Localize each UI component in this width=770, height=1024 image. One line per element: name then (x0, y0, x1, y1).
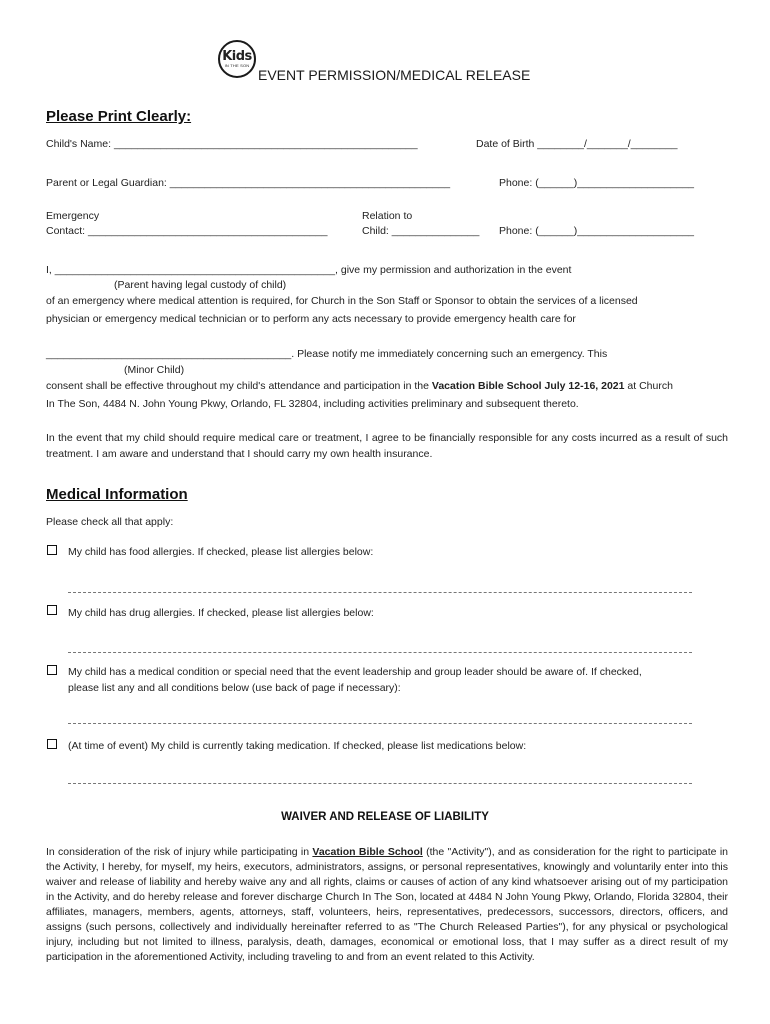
parent-custody-caption: (Parent having legal custody of child) (114, 279, 287, 291)
consent-text-end: at Church (624, 380, 673, 392)
permission-line-5 (46, 380, 673, 392)
permission-line-3: physician or emergency medical technician or to perform any acts necessary to provide emergency health care for (46, 313, 576, 325)
form-title: EVENT PERMISSION/MEDICAL RELEASE (258, 67, 531, 83)
waiver-text-body: (the "Activity"), and as consideration for the right to participate in the Activity, I hereby, for myself, my heirs, executors, administrators, assigns, or personal representatives, knowingly and voluntarily enter into this waiver and release of liability and hereby waive any and all rights, claims or causes of action of any kind whatsoever arising out of my participation in the Activity, and do hereby release and forever discharge Church In The Son, located at 4484 N John Young Pkwy, Orlando, Florida 32804, their affiliates, managers, members, agents, attorneys, staff, volunteers, heirs, representatives, predecessors, successors, directors, officers, and assigns (such persons, collectively and individually hereinafter referred to as "The Church Released Parties"), for any physical or psychological injury, including but not limited to illness, paralysis, death, damages, economical or emotional loss, that I may suffer as a direct result of my participation in the aforementioned Activity, including traveling to and from an event related to this Activity. (46, 846, 728, 963)
kids-in-the-son-logo (218, 40, 256, 78)
medical-condition-label-2: please list any and all conditions below (use back of page if necessary): (68, 682, 401, 694)
medication-checkbox[interactable] (47, 739, 57, 749)
medical-condition-checkbox[interactable] (47, 665, 57, 675)
drug-allergies-checkbox[interactable] (47, 605, 57, 615)
relation-label: Relation to (362, 210, 413, 222)
permission-line-1[interactable]: I, ________________________________________________, give my permission and authorization in the event (46, 264, 572, 276)
medical-condition-answer-line[interactable] (68, 723, 692, 724)
waiver-text-start: In consideration of the risk of injury while participating in (46, 846, 313, 858)
waiver-heading: WAIVER AND RELEASE OF LIABILITY (281, 811, 489, 823)
date-of-birth-field[interactable]: Date of Birth ________/_______/________ (476, 138, 678, 150)
financial-responsibility-paragraph: In the event that my child should require medical care or treatment, I agree to be financially responsible for any costs incurred as a result of such treatment. I am aware and understand that I should carry my own health insurance. (46, 432, 728, 460)
emergency-phone-field[interactable]: Phone: (______)____________________ (499, 225, 695, 237)
medication-label: (At time of event) My child is currently taking medication. If checked, please list medications below: (68, 740, 527, 752)
minor-child-caption: (Minor Child) (124, 364, 185, 376)
food-allergies-label: My child has food allergies. If checked, please list allergies below: (68, 546, 374, 558)
relation-to-child-field[interactable]: Child: _______________ (362, 225, 480, 237)
permission-line-2: of an emergency where medical attention is required, for Church in the Son Staff or Sponsor to obtain the services of a licensed (46, 295, 638, 307)
emergency-label: Emergency (46, 210, 100, 222)
drug-allergies-label: My child has drug allergies. If checked, please list allergies below: (68, 607, 374, 619)
child-name-field[interactable]: Child's Name: ____________________________________________________ (46, 138, 418, 150)
waiver-activity-name: Vacation Bible School (312, 846, 423, 858)
check-instruction: Please check all that apply: (46, 516, 174, 528)
waiver-paragraph (46, 845, 728, 965)
print-clearly-heading: Please Print Clearly: (46, 108, 192, 125)
medical-condition-label: My child has a medical condition or special need that the event leadership and group leader should be aware of. If checked, (68, 666, 642, 678)
drug-allergies-answer-line[interactable] (68, 652, 692, 653)
event-name: Vacation Bible School July 12-16, 2021 (431, 380, 625, 392)
medication-answer-line[interactable] (68, 783, 692, 784)
food-allergies-answer-line[interactable] (68, 592, 692, 593)
guardian-name-field[interactable]: Parent or Legal Guardian: ________________________________________________ (46, 177, 451, 189)
medical-info-heading: Medical Information (46, 486, 188, 503)
logo-subtext: IN THE SON (224, 62, 250, 68)
consent-text: consent shall be effective throughout my child's attendance and participation in the (46, 380, 432, 392)
minor-child-field[interactable]: __________________________________________. Please notify me immediately concerning such an emergency. This (46, 348, 608, 360)
food-allergies-checkbox[interactable] (47, 545, 57, 555)
guardian-phone-field[interactable]: Phone: (______)____________________ (499, 177, 695, 189)
logo-text: Kids (222, 48, 252, 64)
permission-line-6: In The Son, 4484 N. John Young Pkwy, Orlando, FL 32804, including activities preliminary and subsequent thereto. (46, 398, 579, 410)
emergency-contact-field[interactable]: Contact: _________________________________________ (46, 225, 328, 237)
